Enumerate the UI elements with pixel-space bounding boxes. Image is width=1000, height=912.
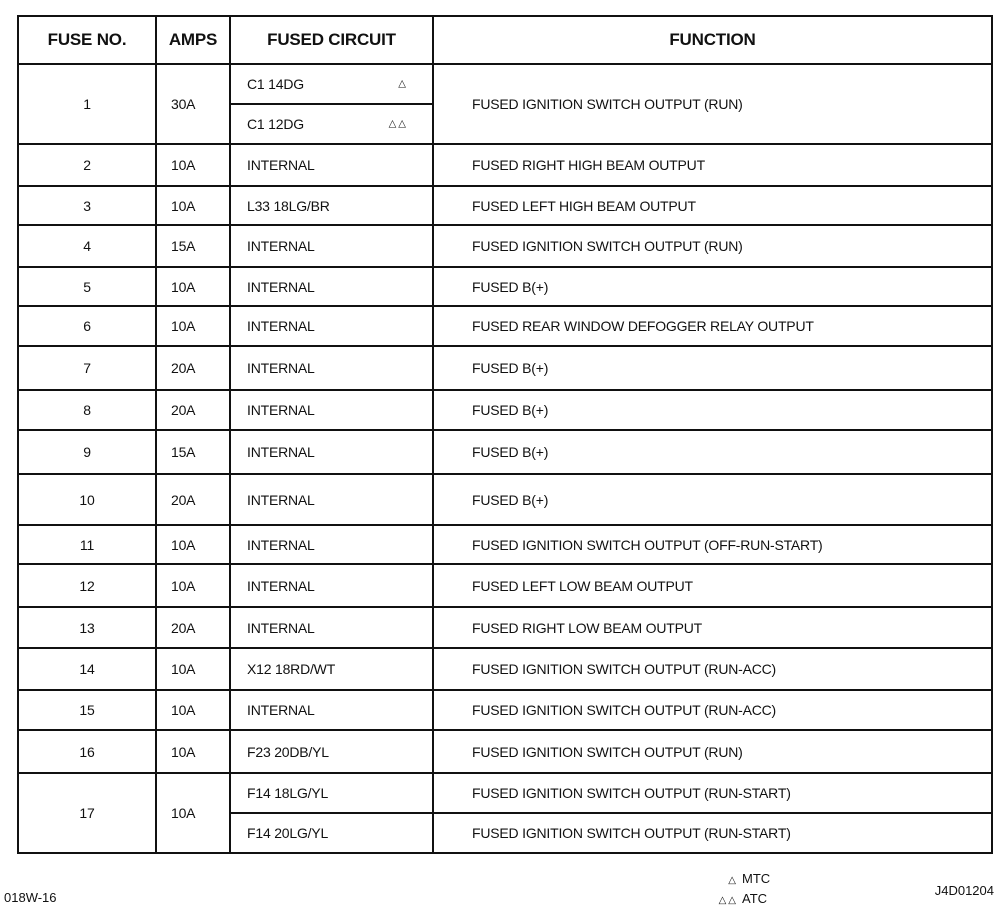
fused-circuit-label: F14 18LG/YL <box>247 785 329 801</box>
fuse-number: 5 <box>18 267 156 306</box>
table-row <box>18 690 992 730</box>
table-row <box>18 267 992 306</box>
header-row <box>18 16 992 64</box>
table-row <box>18 225 992 267</box>
fuse-number: 1 <box>18 64 156 144</box>
header-fused-circuit: FUSED CIRCUIT <box>230 16 433 64</box>
table-row <box>18 390 992 430</box>
fuse-amps: 20A <box>156 390 230 430</box>
fuse-number: 6 <box>18 306 156 346</box>
fuse-amps: 10A <box>156 144 230 186</box>
fuse-amps: 10A <box>156 525 230 564</box>
header-amps: AMPS <box>156 16 230 64</box>
fused-circuit: INTERNAL <box>230 564 433 607</box>
fused-circuit: INTERNAL <box>230 607 433 648</box>
fused-circuit: INTERNAL <box>230 225 433 267</box>
double-triangle-icon: △△ <box>718 895 738 906</box>
table-row <box>18 564 992 607</box>
figure-code-right: J4D01204 <box>934 883 994 898</box>
fused-circuit <box>230 813 433 853</box>
header-function: FUNCTION <box>433 16 992 64</box>
fuse-function: FUSED B(+) <box>433 346 992 390</box>
fuse-number: 2 <box>18 144 156 186</box>
fused-circuit: INTERNAL <box>230 390 433 430</box>
fuse-amps: 20A <box>156 346 230 390</box>
fuse-number: 15 <box>18 690 156 730</box>
fuse-function: FUSED B(+) <box>433 267 992 306</box>
fuse-amps: 10A <box>156 186 230 225</box>
fused-circuit-label: C1 14DG <box>247 76 304 92</box>
fused-circuit <box>230 64 433 104</box>
fused-circuit: L33 18LG/BR <box>230 186 433 225</box>
fuse-function: FUSED RIGHT HIGH BEAM OUTPUT <box>433 144 992 186</box>
fuse-amps: 10A <box>156 690 230 730</box>
table-row <box>18 474 992 525</box>
fuse-table-body <box>18 64 992 853</box>
fuse-amps: 15A <box>156 225 230 267</box>
fuse-amps: 30A <box>156 64 230 144</box>
fused-circuit: INTERNAL <box>230 346 433 390</box>
fuse-function: FUSED IGNITION SWITCH OUTPUT (RUN) <box>433 64 992 144</box>
legend-item-atc <box>710 890 770 910</box>
fused-circuit: INTERNAL <box>230 690 433 730</box>
legend-label: ATC <box>742 891 768 906</box>
table-row <box>18 730 992 773</box>
fuse-number: 12 <box>18 564 156 607</box>
fuse-number: 17 <box>18 773 156 853</box>
fuse-amps: 20A <box>156 474 230 525</box>
legend-label: MTC <box>742 871 771 886</box>
table-row <box>18 430 992 474</box>
fuse-number: 8 <box>18 390 156 430</box>
single-triangle-icon: △ <box>728 875 738 886</box>
fuse-number: 13 <box>18 607 156 648</box>
fuse-function: FUSED LEFT LOW BEAM OUTPUT <box>433 564 992 607</box>
table-row <box>18 64 992 104</box>
table-row <box>18 525 992 564</box>
table-row <box>18 186 992 225</box>
fuse-amps: 10A <box>156 564 230 607</box>
legend <box>710 870 770 910</box>
fuse-amps: 10A <box>156 648 230 690</box>
fuse-function: FUSED IGNITION SWITCH OUTPUT (OFF-RUN-START) <box>433 525 992 564</box>
fuse-table <box>17 15 993 854</box>
fuse-number: 9 <box>18 430 156 474</box>
figure-code-left: 018W-16 <box>4 890 57 905</box>
fused-circuit: INTERNAL <box>230 525 433 564</box>
fused-circuit <box>230 104 433 144</box>
fuse-number: 11 <box>18 525 156 564</box>
fused-circuit: X12 18RD/WT <box>230 648 433 690</box>
fuse-amps: 10A <box>156 306 230 346</box>
table-row <box>18 648 992 690</box>
fuse-number: 4 <box>18 225 156 267</box>
fuse-function: FUSED IGNITION SWITCH OUTPUT (RUN-ACC) <box>433 690 992 730</box>
fused-circuit <box>230 773 433 813</box>
fuse-number: 3 <box>18 186 156 225</box>
fuse-function: FUSED B(+) <box>433 474 992 525</box>
single-triangle-icon: △ <box>398 78 408 90</box>
fuse-number: 7 <box>18 346 156 390</box>
fuse-function: FUSED IGNITION SWITCH OUTPUT (RUN-START) <box>433 813 992 853</box>
fuse-function: FUSED IGNITION SWITCH OUTPUT (RUN) <box>433 225 992 267</box>
header-fuse-no: FUSE NO. <box>18 16 156 64</box>
fuse-amps: 20A <box>156 607 230 648</box>
fuse-function: FUSED LEFT HIGH BEAM OUTPUT <box>433 186 992 225</box>
fuse-function: FUSED IGNITION SWITCH OUTPUT (RUN) <box>433 730 992 773</box>
fuse-amps: 15A <box>156 430 230 474</box>
fused-circuit: INTERNAL <box>230 306 433 346</box>
fuse-function: FUSED IGNITION SWITCH OUTPUT (RUN-ACC) <box>433 648 992 690</box>
fuse-amps: 10A <box>156 730 230 773</box>
fuse-function: FUSED B(+) <box>433 430 992 474</box>
fuse-number: 10 <box>18 474 156 525</box>
fuse-function: FUSED RIGHT LOW BEAM OUTPUT <box>433 607 992 648</box>
fuse-number: 14 <box>18 648 156 690</box>
legend-item-mtc <box>710 870 770 890</box>
fuse-function: FUSED B(+) <box>433 390 992 430</box>
fused-circuit: INTERNAL <box>230 267 433 306</box>
fuse-amps: 10A <box>156 267 230 306</box>
table-row <box>18 607 992 648</box>
fused-circuit: INTERNAL <box>230 430 433 474</box>
fused-circuit-label: F14 20LG/YL <box>247 825 329 841</box>
fused-circuit: INTERNAL <box>230 474 433 525</box>
fused-circuit: F23 20DB/YL <box>230 730 433 773</box>
fuse-amps: 10A <box>156 773 230 853</box>
fuse-function: FUSED IGNITION SWITCH OUTPUT (RUN-START) <box>433 773 992 813</box>
table-row <box>18 306 992 346</box>
double-triangle-icon: △△ <box>388 118 408 130</box>
table-row <box>18 773 992 813</box>
table-row <box>18 144 992 186</box>
table-row <box>18 346 992 390</box>
fused-circuit-label: C1 12DG <box>247 116 304 132</box>
fused-circuit: INTERNAL <box>230 144 433 186</box>
fuse-function: FUSED REAR WINDOW DEFOGGER RELAY OUTPUT <box>433 306 992 346</box>
fuse-number: 16 <box>18 730 156 773</box>
